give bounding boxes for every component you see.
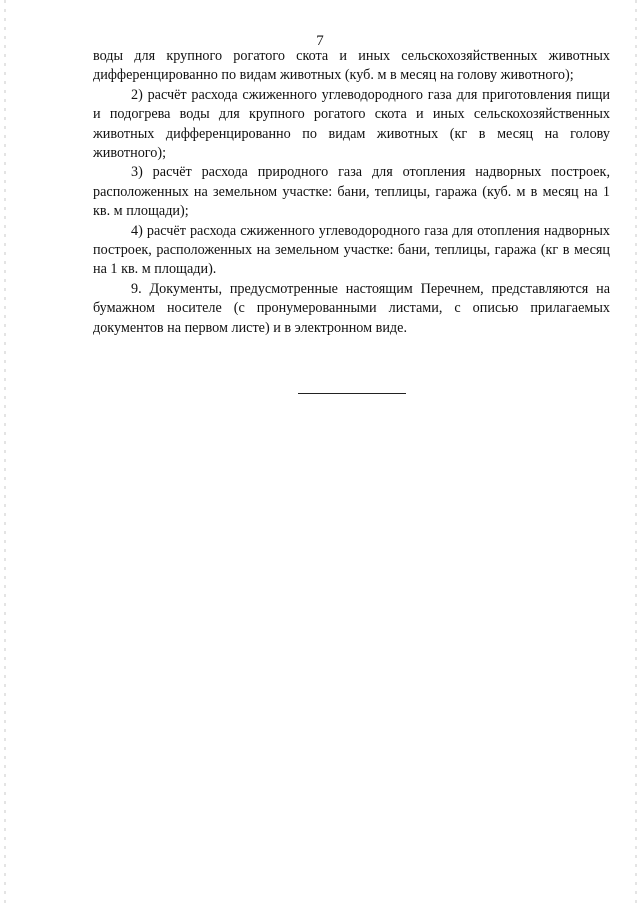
scan-edge-right xyxy=(635,0,637,905)
paragraph-item-3: 3) расчёт расхода природного газа для отопления надворных построек, расположенных на земельном участке: бани, теплицы, гаража (куб. м в месяц на 1 кв. м площади); xyxy=(93,164,610,220)
paragraph-continuation: воды для крупного рогатого скота и иных сельскохозяйственных животных дифференцированно по видам животных (куб. м в месяц на голову животного); xyxy=(93,48,610,84)
end-separator-line xyxy=(298,393,406,394)
paragraph-item-2: 2) расчёт расхода сжиженного углеводородного газа для приготовления пищи и подогрева воды для крупного рогатого скота и иных сельскохозяйственных животных дифференцированно по видам животных (кг в месяц на голову животного); xyxy=(93,86,610,162)
paragraph-item-4: 4) расчёт расхода сжиженного углеводородного газа для отопления надворных построек, расположенных на земельном участке: бани, теплицы, гаража (кг в месяц на 1 кв. м площади). xyxy=(93,222,610,278)
scan-edge-left xyxy=(4,0,6,905)
document-body xyxy=(93,47,610,338)
paragraph-clause-9: 9. Документы, предусмотренные настоящим Перечнем, представляются на бумажном носителе (с пронумерованными листами, с описью прилагаемых документов на первом листе) и в электронном виде. xyxy=(93,280,610,336)
page-number: 7 xyxy=(316,33,324,49)
